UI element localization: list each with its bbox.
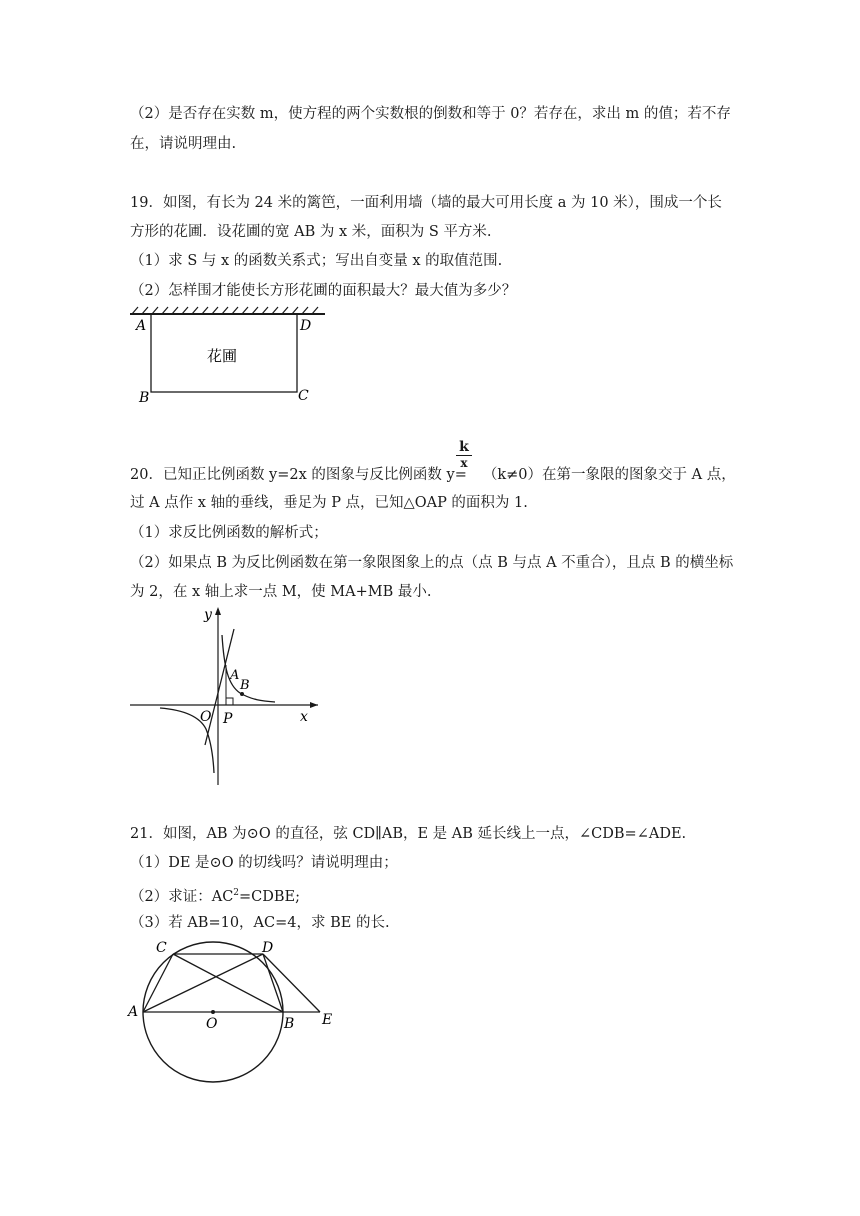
q21-part2-before: （2）求证：AC: [130, 888, 234, 905]
label-a: A: [128, 1004, 139, 1020]
label-c: C: [156, 940, 167, 956]
label-x: x: [300, 709, 308, 725]
segment-de: [263, 954, 320, 1012]
q21-part3: （3）若 AB=10，AC=4，求 BE 的长.: [130, 915, 390, 931]
label-b: B: [139, 390, 150, 406]
q20-stem-line2: 过 A 点作 x 轴的垂线，垂足为 P 点，已知△OAP 的面积为 1.: [130, 495, 528, 511]
label-a: A: [136, 318, 147, 334]
fraction-k-over-x: [456, 440, 472, 471]
q20-stem-line1: [130, 465, 736, 485]
right-angle-mark: [226, 698, 233, 705]
q20-stem-after-fraction: （k≠0）在第一象限的图象交于 A 点，: [482, 467, 736, 483]
label-o: O: [200, 709, 212, 725]
center-dot: [211, 1010, 215, 1014]
segment-ad: [143, 954, 263, 1012]
segment-ac: [143, 954, 173, 1012]
q20-part2-line1: （2）如果点 B 为反比例函数在第一象限图象上的点（点 B 与点 A 不重合），且点 B 的横坐标: [130, 555, 734, 571]
q19-stem-line2: 方形的花圃．设花圃的宽 AB 为 x 米，面积为 S 平方米.: [130, 224, 492, 240]
line-y-2x: [205, 629, 234, 745]
wall-hatching: [132, 307, 318, 314]
label-d: D: [262, 940, 274, 956]
q19-garden-figure: [130, 306, 325, 406]
label-b: B: [240, 678, 250, 693]
q18-part2-line1: （2）是否存在实数 m，使方程的两个实数根的倒数和等于 0？若存在，求出 m 的值；若不存: [130, 106, 731, 122]
label-d: D: [300, 318, 312, 334]
q20-function-graph: [130, 605, 320, 785]
q20-part2-line2: 为 2，在 x 轴上求一点 M，使 MA+MB 最小.: [130, 584, 432, 600]
q21-part2-superscript: 2: [233, 888, 240, 898]
q19-part2: （2）怎样围才能使长方形花圃的面积最大？最大值为多少？: [130, 283, 517, 299]
fraction-denominator: x: [460, 456, 468, 470]
y-axis-arrow: [215, 607, 221, 615]
q21-part2: [130, 883, 300, 907]
q21-part1: （1）DE 是⊙O 的切线吗？请说明理由；: [130, 855, 398, 871]
q18-part2-line2: 在，请说明理由.: [130, 136, 237, 152]
fraction-numerator: k: [456, 440, 472, 456]
q21-stem: 21．如图，AB 为⊙O 的直径，弦 CD∥AB，E 是 AB 延长线上一点，∠CDB=∠ADE.: [130, 826, 687, 842]
q20-stem-before-fraction: 20．已知正比例函数 y=2x 的图象与反比例函数 y=: [130, 467, 467, 483]
label-e: E: [322, 1012, 333, 1028]
label-y: y: [204, 607, 212, 623]
q19-part1: （1）求 S 与 x 的函数关系式；写出自变量 x 的取值范围.: [130, 253, 503, 269]
label-b: B: [284, 1016, 295, 1032]
q21-circle-figure: [128, 940, 338, 1085]
x-axis-arrow: [310, 702, 318, 708]
q19-stem-line1: 19．如图，有长为 24 米的篱笆，一面利用墙（墙的最大可用长度 a 为 10 米），围成一个长: [130, 195, 722, 211]
label-o: O: [206, 1016, 218, 1032]
q21-part2-after: =CDBE;: [239, 888, 301, 905]
label-a: A: [230, 668, 240, 683]
garden-center-text: 花圃: [207, 347, 238, 365]
label-c: C: [298, 388, 309, 404]
label-p: P: [223, 711, 233, 727]
q20-part1: （1）求反比例函数的解析式；: [130, 525, 328, 541]
